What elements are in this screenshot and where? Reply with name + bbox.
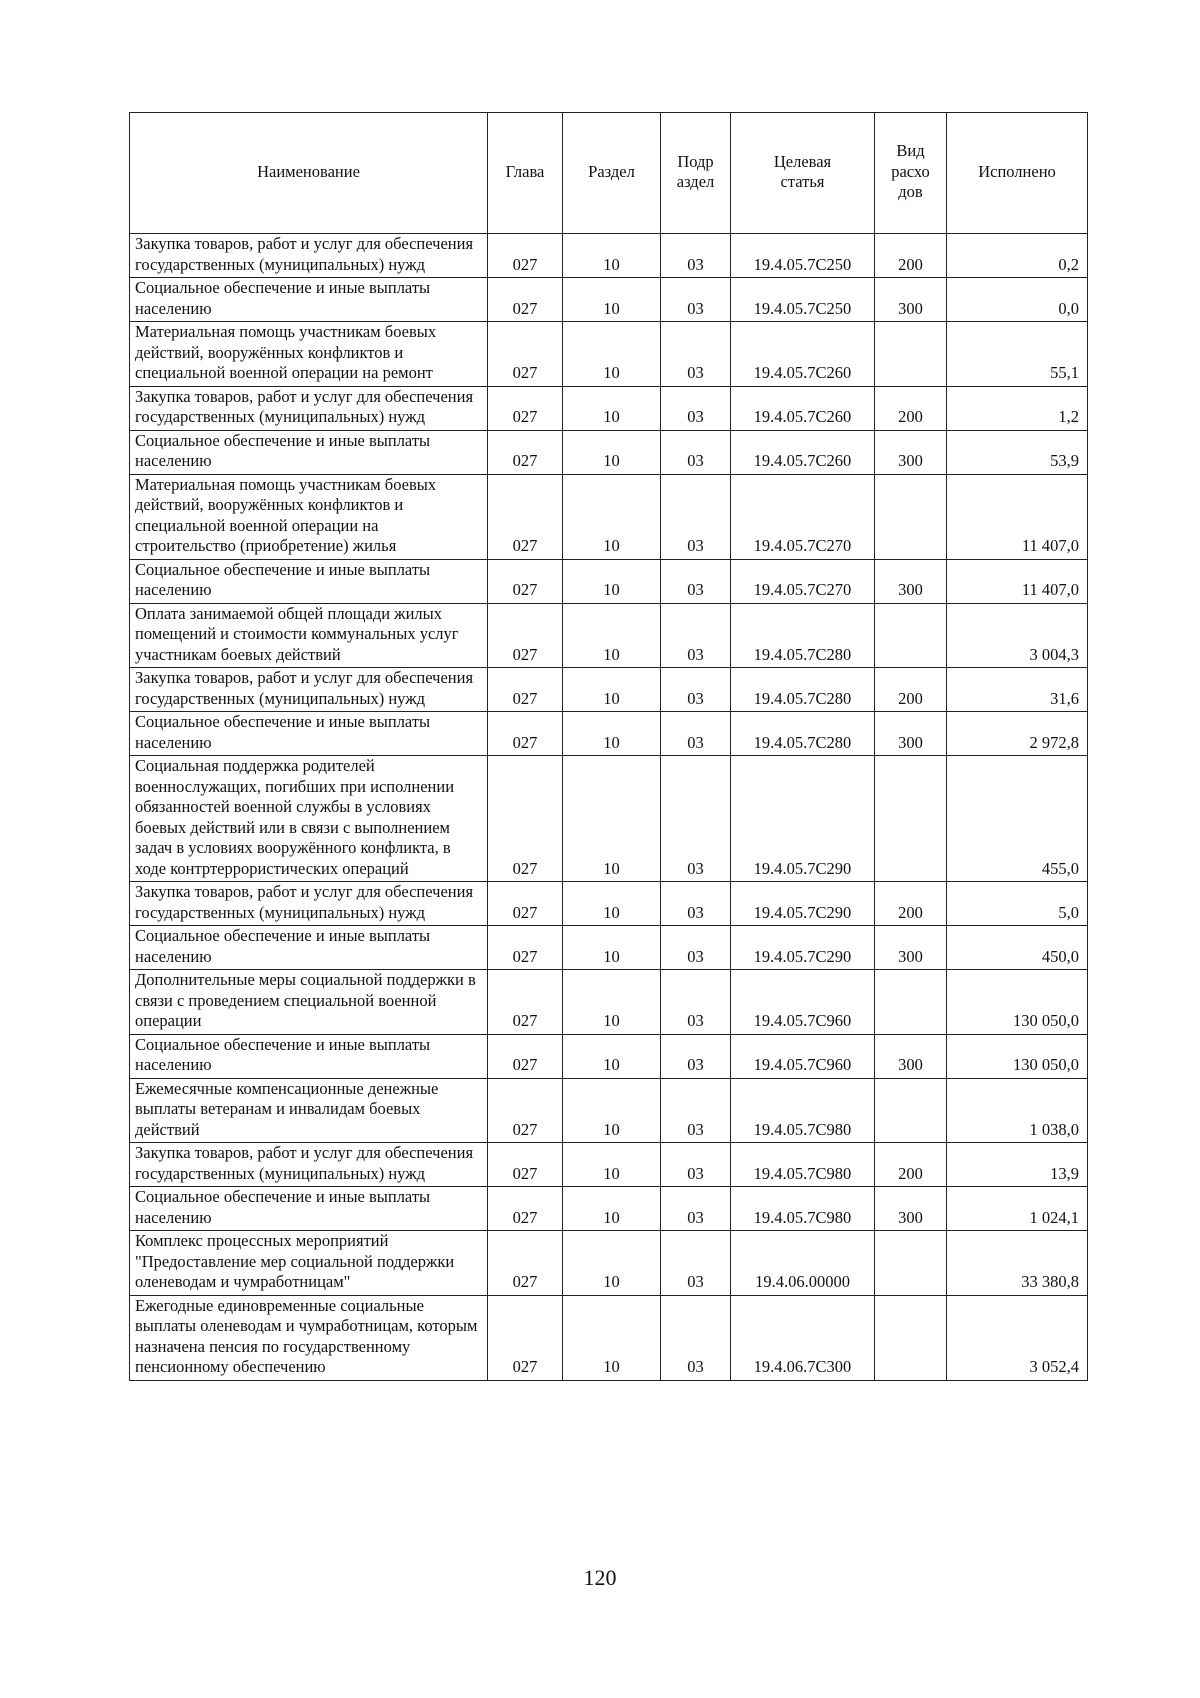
table-row — [130, 926, 1088, 970]
row-chapter: 027 — [488, 322, 563, 387]
row-chapter: 027 — [488, 559, 563, 603]
row-target: 19.4.05.7С280 — [731, 603, 875, 668]
row-subsection: 03 — [661, 1034, 731, 1078]
row-section: 10 — [563, 322, 661, 387]
row-chapter: 027 — [488, 1295, 563, 1380]
row-subsection: 03 — [661, 430, 731, 474]
row-kind — [875, 322, 947, 387]
row-target: 19.4.05.7С980 — [731, 1078, 875, 1143]
row-chapter: 027 — [488, 970, 563, 1035]
row-executed: 11 407,0 — [947, 559, 1088, 603]
row-name: Ежегодные единовременные социальные выплаты оленеводам и чумработницам, которым назначена пенсия по государственному пенсионному обеспечению — [130, 1295, 488, 1380]
row-section: 10 — [563, 756, 661, 882]
row-section: 10 — [563, 712, 661, 756]
row-name: Закупка товаров, работ и услуг для обеспечения государственных (муниципальных) нужд — [130, 234, 488, 278]
row-subsection: 03 — [661, 1231, 731, 1296]
header-executed: Исполнено — [947, 113, 1088, 234]
table-row — [130, 668, 1088, 712]
table-row — [130, 970, 1088, 1035]
table-row — [130, 882, 1088, 926]
row-executed: 130 050,0 — [947, 1034, 1088, 1078]
row-target: 19.4.05.7С250 — [731, 278, 875, 322]
row-target: 19.4.05.7С260 — [731, 322, 875, 387]
row-kind: 300 — [875, 712, 947, 756]
row-target: 19.4.05.7С260 — [731, 430, 875, 474]
table-row — [130, 559, 1088, 603]
row-subsection: 03 — [661, 474, 731, 559]
row-kind: 200 — [875, 234, 947, 278]
row-name: Закупка товаров, работ и услуг для обеспечения государственных (муниципальных) нужд — [130, 882, 488, 926]
row-subsection: 03 — [661, 278, 731, 322]
row-subsection: 03 — [661, 1078, 731, 1143]
row-executed: 53,9 — [947, 430, 1088, 474]
row-subsection: 03 — [661, 970, 731, 1035]
table-row — [130, 1295, 1088, 1380]
row-subsection: 03 — [661, 559, 731, 603]
row-kind: 300 — [875, 1187, 947, 1231]
row-executed: 130 050,0 — [947, 970, 1088, 1035]
row-target: 19.4.05.7С290 — [731, 882, 875, 926]
row-name: Комплекс процессных мероприятий "Предоставление мер социальной поддержки оленеводам и чумработницам" — [130, 1231, 488, 1296]
row-name: Социальное обеспечение и иные выплаты населению — [130, 926, 488, 970]
row-section: 10 — [563, 926, 661, 970]
row-executed: 55,1 — [947, 322, 1088, 387]
row-name: Материальная помощь участникам боевых действий, вооружённых конфликтов и специальной военной операции на строительство (приобретение) жилья — [130, 474, 488, 559]
budget-table — [129, 112, 1088, 1381]
row-subsection: 03 — [661, 756, 731, 882]
row-name: Социальное обеспечение и иные выплаты населению — [130, 430, 488, 474]
row-target: 19.4.05.7С260 — [731, 386, 875, 430]
row-target: 19.4.06.00000 — [731, 1231, 875, 1296]
row-name: Закупка товаров, работ и услуг для обеспечения государственных (муниципальных) нужд — [130, 386, 488, 430]
row-subsection: 03 — [661, 1143, 731, 1187]
row-target: 19.4.05.7С960 — [731, 1034, 875, 1078]
row-name: Закупка товаров, работ и услуг для обеспечения государственных (муниципальных) нужд — [130, 668, 488, 712]
row-subsection: 03 — [661, 1187, 731, 1231]
row-executed: 0,2 — [947, 234, 1088, 278]
row-target: 19.4.06.7С300 — [731, 1295, 875, 1380]
row-subsection: 03 — [661, 1295, 731, 1380]
row-section: 10 — [563, 603, 661, 668]
row-subsection: 03 — [661, 882, 731, 926]
row-executed: 5,0 — [947, 882, 1088, 926]
row-target: 19.4.05.7С280 — [731, 712, 875, 756]
row-chapter: 027 — [488, 386, 563, 430]
table-row — [130, 712, 1088, 756]
row-name: Социальная поддержка родителей военнослужащих, погибших при исполнении обязанностей военной службы в условиях боевых действий или в связи с выполнением задач в условиях вооружённого конфликта, в ходе контртеррористических операций — [130, 756, 488, 882]
row-executed: 3 004,3 — [947, 603, 1088, 668]
row-subsection: 03 — [661, 603, 731, 668]
row-section: 10 — [563, 474, 661, 559]
row-name: Социальное обеспечение и иные выплаты населению — [130, 1034, 488, 1078]
row-chapter: 027 — [488, 882, 563, 926]
row-subsection: 03 — [661, 668, 731, 712]
table-row — [130, 1034, 1088, 1078]
row-executed: 1 038,0 — [947, 1078, 1088, 1143]
row-section: 10 — [563, 430, 661, 474]
row-target: 19.4.05.7С250 — [731, 234, 875, 278]
table-row — [130, 278, 1088, 322]
row-section: 10 — [563, 278, 661, 322]
row-section: 10 — [563, 1078, 661, 1143]
row-target: 19.4.05.7С960 — [731, 970, 875, 1035]
row-target: 19.4.05.7С290 — [731, 756, 875, 882]
row-executed: 2 972,8 — [947, 712, 1088, 756]
row-kind: 200 — [875, 1143, 947, 1187]
table-row — [130, 756, 1088, 882]
row-section: 10 — [563, 970, 661, 1035]
row-name: Социальное обеспечение и иные выплаты населению — [130, 1187, 488, 1231]
row-section: 10 — [563, 1187, 661, 1231]
row-chapter: 027 — [488, 430, 563, 474]
row-target: 19.4.05.7С280 — [731, 668, 875, 712]
page-number: 120 — [583, 1565, 617, 1590]
row-chapter: 027 — [488, 603, 563, 668]
row-section: 10 — [563, 386, 661, 430]
row-section: 10 — [563, 1143, 661, 1187]
row-chapter: 027 — [488, 668, 563, 712]
row-executed: 1 024,1 — [947, 1187, 1088, 1231]
row-section: 10 — [563, 1231, 661, 1296]
row-chapter: 027 — [488, 1034, 563, 1078]
row-kind: 300 — [875, 926, 947, 970]
row-section: 10 — [563, 668, 661, 712]
table-row — [130, 234, 1088, 278]
row-chapter: 027 — [488, 756, 563, 882]
row-section: 10 — [563, 234, 661, 278]
row-chapter: 027 — [488, 712, 563, 756]
header-name: Наименование — [130, 113, 488, 234]
row-section: 10 — [563, 1295, 661, 1380]
row-kind — [875, 1078, 947, 1143]
row-kind: 300 — [875, 1034, 947, 1078]
row-target: 19.4.05.7С270 — [731, 559, 875, 603]
row-kind: 300 — [875, 559, 947, 603]
row-kind: 300 — [875, 278, 947, 322]
row-kind — [875, 1231, 947, 1296]
row-executed: 450,0 — [947, 926, 1088, 970]
row-name: Закупка товаров, работ и услуг для обеспечения государственных (муниципальных) нужд — [130, 1143, 488, 1187]
row-section: 10 — [563, 1034, 661, 1078]
row-kind — [875, 756, 947, 882]
row-subsection: 03 — [661, 386, 731, 430]
row-chapter: 027 — [488, 474, 563, 559]
row-target: 19.4.05.7С290 — [731, 926, 875, 970]
header-chapter: Глава — [488, 113, 563, 234]
table-row — [130, 322, 1088, 387]
row-kind: 200 — [875, 668, 947, 712]
row-kind — [875, 1295, 947, 1380]
row-subsection: 03 — [661, 234, 731, 278]
header-target: Целевая статья — [731, 113, 875, 234]
row-name: Материальная помощь участникам боевых действий, вооружённых конфликтов и специальной военной операции на ремонт — [130, 322, 488, 387]
table-row — [130, 603, 1088, 668]
row-executed: 31,6 — [947, 668, 1088, 712]
row-target: 19.4.05.7С270 — [731, 474, 875, 559]
row-subsection: 03 — [661, 712, 731, 756]
row-name: Социальное обеспечение и иные выплаты населению — [130, 278, 488, 322]
table-row — [130, 474, 1088, 559]
budget-table-sheet — [129, 112, 1087, 1381]
header-section: Раздел — [563, 113, 661, 234]
table-row — [130, 1143, 1088, 1187]
row-section: 10 — [563, 559, 661, 603]
row-chapter: 027 — [488, 234, 563, 278]
row-executed: 33 380,8 — [947, 1231, 1088, 1296]
row-name: Ежемесячные компенсационные денежные выплаты ветеранам и инвалидам боевых действий — [130, 1078, 488, 1143]
row-name: Социальное обеспечение и иные выплаты населению — [130, 712, 488, 756]
table-row — [130, 386, 1088, 430]
table-row — [130, 1078, 1088, 1143]
row-kind — [875, 603, 947, 668]
header-kind: Вид расхо дов — [875, 113, 947, 234]
table-row — [130, 430, 1088, 474]
table-body — [130, 234, 1088, 1381]
row-kind: 300 — [875, 430, 947, 474]
row-executed: 13,9 — [947, 1143, 1088, 1187]
row-executed: 1,2 — [947, 386, 1088, 430]
row-executed: 11 407,0 — [947, 474, 1088, 559]
row-target: 19.4.05.7С980 — [731, 1143, 875, 1187]
row-executed: 3 052,4 — [947, 1295, 1088, 1380]
row-kind: 200 — [875, 386, 947, 430]
row-subsection: 03 — [661, 322, 731, 387]
row-chapter: 027 — [488, 926, 563, 970]
row-kind: 200 — [875, 882, 947, 926]
row-executed: 455,0 — [947, 756, 1088, 882]
row-chapter: 027 — [488, 1187, 563, 1231]
row-chapter: 027 — [488, 278, 563, 322]
header-subsection: Подр аздел — [661, 113, 731, 234]
row-subsection: 03 — [661, 926, 731, 970]
row-executed: 0,0 — [947, 278, 1088, 322]
row-target: 19.4.05.7С980 — [731, 1187, 875, 1231]
row-section: 10 — [563, 882, 661, 926]
table-row — [130, 1231, 1088, 1296]
row-chapter: 027 — [488, 1231, 563, 1296]
row-chapter: 027 — [488, 1143, 563, 1187]
row-name: Дополнительные меры социальной поддержки в связи с проведением специальной военной операции — [130, 970, 488, 1035]
row-name: Оплата занимаемой общей площади жилых помещений и стоимости коммунальных услуг участникам боевых действий — [130, 603, 488, 668]
row-chapter: 027 — [488, 1078, 563, 1143]
table-row — [130, 1187, 1088, 1231]
row-kind — [875, 970, 947, 1035]
header-row — [130, 113, 1088, 234]
row-kind — [875, 474, 947, 559]
row-name: Социальное обеспечение и иные выплаты населению — [130, 559, 488, 603]
